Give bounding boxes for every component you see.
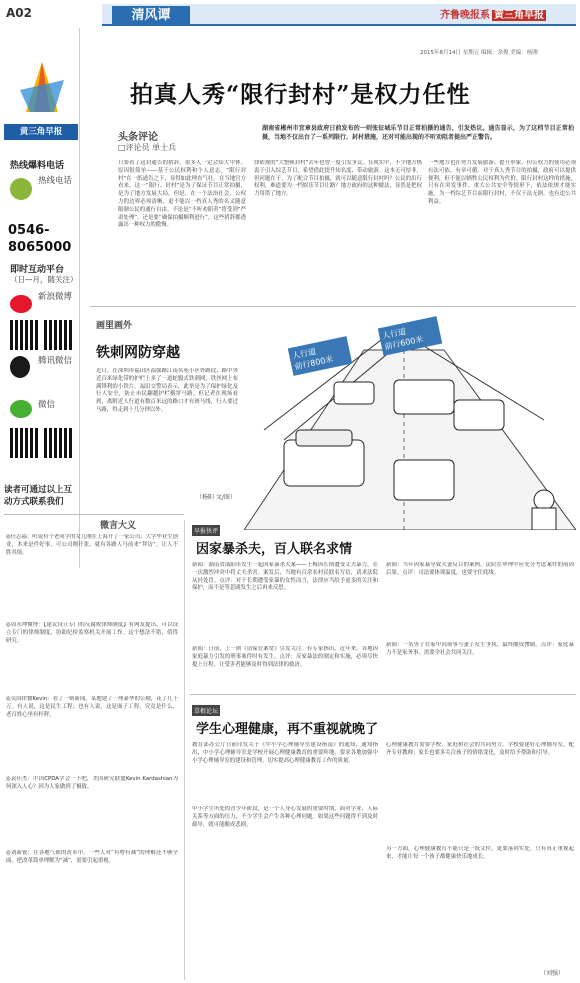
qr-code-app (44, 428, 74, 458)
road-sign-800: 人行道 前行800米 (288, 336, 353, 376)
micro-item-2: ◎周永坤微博：【建议设立专门的反腐败律师制度】有网友提出，可以设立专门的律师制度，协助纪检监察机关开展工作。这个想法不错，值得研究。 (6, 622, 178, 644)
violence-col4: 新闻：一名男子在家中因琐事与妻子发生争执，最终酿成惨剧。点评：家庭暴力不是家务事，需要全社会共同关注。 (386, 642, 574, 656)
phone-number-1: 0546- (8, 223, 50, 238)
weibo-icon (10, 295, 32, 313)
weixin-label: 微信 (38, 400, 56, 410)
mental-title: 学生心理健康，再不重视就晚了 (196, 722, 379, 737)
road-sign-600: 人行道 前行600米 (378, 316, 443, 356)
mental-col1: 教育部办公厅日前印发关于《中小学心理辅导室建设指南》的通知，通知指出，中小学心理辅导室是学校开展心理健康教育的重要阵地，要求各地加强中小学心理辅导室的建设和管理，切实提高心理健康教育工作的质量。 (192, 742, 378, 764)
read-me-note: 读者可通过以上互动方式联系我们 (4, 485, 73, 507)
phone-number-2: 8065000 (8, 240, 72, 255)
phone-label: 热线电话 (38, 176, 73, 186)
violence-title: 因家暴杀夫，百人联名求情 (196, 542, 353, 557)
mental-col2: 中小学生所处的青少年阶段，是一个人身心发展的重要时期，面对学业、人际关系等方面的压力，不少学生会产生各种心理问题。如果这些问题得不到及时疏导，就可能酿成悲剧。 (192, 806, 378, 828)
commentary-col1: 只要看了这封通告的措辞，很多人一定会知大中休。原因很简单——基于公民权利和个人意志，“限行封村”在一纸通告之下，显得如此理直气壮。在当地官方看来，这一“限行、封村”是为了保证节目正常拍摄，是为了地方发展大局。但是，在一个法治社会，公权力的边界必须清晰，更不能以一档真人秀的名义随意限制公民的通行自由。不论是“不听劝阻者”将受到“严肃处理”，还是要“确保拍摄顺利进行”，这些措辞都透露出一种权力的傲慢。 (118, 160, 246, 229)
hotline-title: 热线爆料电话 (10, 161, 65, 171)
micro-item-5: ◎刘新锐：在各地气候的改革中，一些人对“有增有减”的理解还不够全面，把改革简单理解为“减”，需要引起重视。 (6, 850, 178, 864)
commentary-col3: 一些地方也在努力发展旅游、提升形象，但公权力的使用必须有法可依、有章可循。对于真人秀节目的拍摄，政府可以提供便利，但不能以牺牲公民权利为代价。限行封村这样的措施，只有在突发事件、重大公共安全等情形下，依法依规才能实施。为一档综艺节目而限行封村，不仅于法无据，也有违公共利益。 (428, 160, 576, 205)
micro-item-3: ◎吴国律微Kevin：看了一则新闻，某地建了一座豪华的公厕，花了几十万。有人说，这是民生工程；也有人说，这是面子工程。究竟是什么，老百姓心里有杆秤。 (6, 696, 178, 718)
divider (184, 520, 185, 980)
qr-code-tencent (44, 320, 74, 350)
micro-item-1: ◎任志福：听说有个老同学的女儿刚在上海开了一家公司，大学毕业生创业，本来是件好事，可公司刚开张，就有各路人马前来“拜访”，让人不胜其烦。 (6, 534, 178, 556)
violence-col1: 新闻：湖南省邵阳市发生一起因家暴杀夫案——王梅因长期遭受丈夫暴力，在一次激烈冲突中将丈夫杀害。案发后，当地有百余名村民联名写信，请求法院从轻处罚。点评：对于长期遭受家暴的女性而言，法律应当给予更多的关注和保护，而不是等悲剧发生之后再来反思。 (192, 562, 378, 592)
cartoon-author: （杨阳 文/图） (196, 494, 236, 501)
mental-author: （刘强） (540, 970, 565, 977)
commentary-intro: 湖南省郴州市宜章县政府日前发布的一则张征城乐节目正常拍摄的通告，引发热议。通告显示，为了这档节目正常拍摄，当地不仅出台了一系列限行、封村措施，还对可能出现的不听劝阻者提出严正警告。 (262, 125, 574, 141)
logo-text: 黄三角早报 (4, 124, 78, 140)
qr-code-weibo (10, 320, 40, 350)
wechat-icon (10, 400, 32, 418)
violence-col3: 新闻：当年因家暴导致夫妻反目的案例，法院在审理中应充分考虑案件的前因后果。点评：司法要体现温度，也要守住底线。 (386, 562, 574, 576)
qq-icon (10, 356, 30, 378)
mental-section: 草根论坛 (192, 698, 220, 717)
weibo-label: 新浪微博 (38, 292, 73, 302)
brand-name: 齐鲁晚报系 (440, 10, 490, 21)
column-title: 清风谭 (112, 6, 190, 26)
violence-section: 早报快评 (192, 518, 220, 537)
logo-icon (14, 60, 70, 118)
brand-tag: 黄三角早报 (494, 10, 544, 21)
violence-col2: 新闻：日前，上一则《请保管案宽》引发关注。有专家指出，近年来，各地因家庭暴力引发的刑事案件时有发生。点评：反家暴法的制定和实施，必须尽快提上日程，让受害者能够及时得到法律的救济。 (192, 646, 378, 668)
page-number: A02 (6, 6, 32, 20)
divider (4, 514, 184, 515)
divider (190, 694, 576, 695)
platform-title: 即时互动平台 (10, 265, 65, 275)
micro-item-4: ◎袁佳杰：中国CPDA学会一下吧，美国研究联盟Kevin Kardashian为何深入人心？因为人家做到了极致。 (6, 776, 178, 790)
commentary-byline: □评论员 单士兵 (118, 143, 177, 152)
cartoon-title: 铁刺网防穿越 (96, 345, 180, 361)
phone-icon (10, 178, 32, 200)
platform-hours: （日—月，随关注） (10, 275, 78, 284)
mental-col4: 另一方面，心理健康教育不能只是一纸文件，更要落到实处。只有真正重视起来，才能让每一个孩子都健康快乐地成长。 (386, 846, 574, 860)
commentary-section: 头条评论 (118, 132, 158, 143)
brand (440, 6, 546, 21)
mental-col3: 心理健康教育需要学校、家庭和社会的共同努力。学校要建好心理辅导室，配齐专业教师；家长也要多关注孩子的情绪变化，及时给予帮助和引导。 (386, 742, 574, 756)
commentary-col2: 律依规的“大整顿封村”去年也曾一度引发争议。在现实中，不少地方热衷于引入综艺节目，希望借此提升知名度、带动旅游。这本无可厚非，但问题在于，为了配合节目拍摄，就可以随意限行封村吗？公民的出行权利，难道要为一档娱乐节目让路？地方政府的这种做法，显然是把权力用错了地方。 (254, 160, 422, 198)
headline: 拍真人秀“限行封村”是权力任性 (130, 81, 471, 108)
tencent-label: 腾讯微信 (38, 356, 73, 366)
cartoon-section: 画里画外 (96, 321, 133, 331)
dateline: 2015年8月14日 星期五 编辑：余俊 美编：杨刚 (420, 50, 538, 56)
micro-section: 微言大义 (100, 521, 137, 531)
cartoon-text: 近日，在深圳市福田区福强路江南名苑小区外路段，路中央近百米绿化带的护栏上多了一道蛇腹式铁刺网，铁丝网上布满锋利的小铁片。福田交警局表示，此举是为了保护绿化及行人安全，防止市民翻越护栏横穿马路。但记者在现场看到，离附近人行道有数百米远的路口才有斑马线，行人要过马路，得走到十几分钟以外。 (96, 368, 238, 413)
qr-code-weixin (10, 428, 40, 458)
divider (90, 306, 576, 307)
